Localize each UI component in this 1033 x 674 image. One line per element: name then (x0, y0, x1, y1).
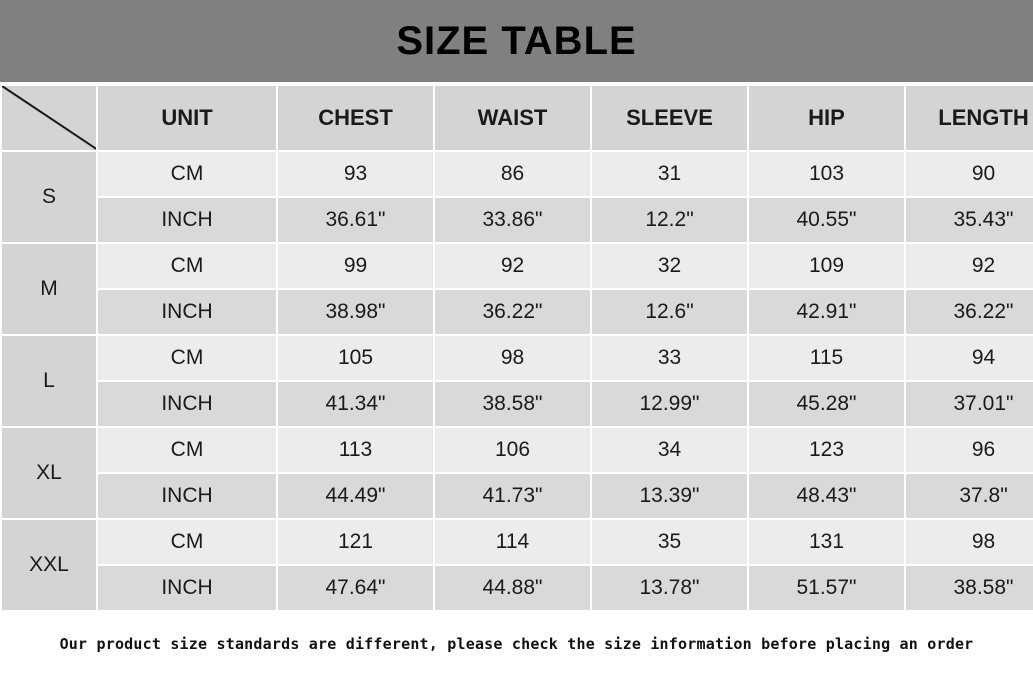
table-row (1, 473, 1033, 519)
size-label: L (1, 335, 97, 427)
cell-sleeve-cm: 31 (591, 151, 748, 197)
unit-label-inch: INCH (97, 289, 277, 335)
size-label: S (1, 151, 97, 243)
cell-length-inch: 37.01" (905, 381, 1033, 427)
cell-sleeve-inch: 12.2" (591, 197, 748, 243)
cell-hip-cm: 123 (748, 427, 905, 473)
cell-hip-inch: 45.28" (748, 381, 905, 427)
cell-waist-cm: 92 (434, 243, 591, 289)
cell-chest-cm: 121 (277, 519, 434, 565)
cell-sleeve-inch: 12.99" (591, 381, 748, 427)
cell-length-cm: 90 (905, 151, 1033, 197)
unit-label-inch: INCH (97, 473, 277, 519)
table-row (1, 197, 1033, 243)
table-row (1, 335, 1033, 381)
cell-waist-cm: 86 (434, 151, 591, 197)
column-header-waist: WAIST (434, 85, 591, 151)
unit-label-cm: CM (97, 427, 277, 473)
cell-waist-inch: 36.22" (434, 289, 591, 335)
table-row (1, 289, 1033, 335)
cell-length-cm: 96 (905, 427, 1033, 473)
unit-label-inch: INCH (97, 197, 277, 243)
cell-length-cm: 94 (905, 335, 1033, 381)
footer-note-text: Our product size standards are different, please check the size information before placing an order (59, 635, 974, 653)
cell-sleeve-cm: 34 (591, 427, 748, 473)
table-row (1, 381, 1033, 427)
size-table (0, 84, 1033, 612)
cell-chest-cm: 99 (277, 243, 434, 289)
table-row (1, 427, 1033, 473)
cell-length-cm: 98 (905, 519, 1033, 565)
table-row (1, 565, 1033, 611)
title-bar (0, 0, 1033, 84)
unit-label-cm: CM (97, 151, 277, 197)
column-header-sleeve: SLEEVE (591, 85, 748, 151)
cell-chest-inch: 44.49" (277, 473, 434, 519)
cell-waist-inch: 41.73" (434, 473, 591, 519)
unit-label-cm: CM (97, 335, 277, 381)
column-header-hip: HIP (748, 85, 905, 151)
diagonal-split-cell-icon (1, 85, 97, 151)
cell-length-inch: 35.43" (905, 197, 1033, 243)
cell-waist-cm: 114 (434, 519, 591, 565)
table-row (1, 243, 1033, 289)
table-row (1, 151, 1033, 197)
table-header-row (1, 85, 1033, 151)
cell-waist-inch: 38.58" (434, 381, 591, 427)
footer-note (0, 612, 1033, 674)
unit-label-inch: INCH (97, 565, 277, 611)
cell-waist-inch: 33.86" (434, 197, 591, 243)
column-header-chest: CHEST (277, 85, 434, 151)
cell-sleeve-inch: 12.6" (591, 289, 748, 335)
cell-chest-inch: 38.98" (277, 289, 434, 335)
unit-label-cm: CM (97, 519, 277, 565)
cell-sleeve-inch: 13.78" (591, 565, 748, 611)
cell-length-inch: 36.22" (905, 289, 1033, 335)
cell-chest-cm: 93 (277, 151, 434, 197)
cell-sleeve-cm: 33 (591, 335, 748, 381)
cell-waist-cm: 98 (434, 335, 591, 381)
cell-waist-cm: 106 (434, 427, 591, 473)
cell-length-cm: 92 (905, 243, 1033, 289)
cell-chest-inch: 36.61" (277, 197, 434, 243)
cell-sleeve-cm: 32 (591, 243, 748, 289)
cell-hip-inch: 51.57" (748, 565, 905, 611)
cell-hip-inch: 40.55" (748, 197, 905, 243)
cell-sleeve-inch: 13.39" (591, 473, 748, 519)
cell-chest-inch: 47.64" (277, 565, 434, 611)
cell-waist-inch: 44.88" (434, 565, 591, 611)
cell-chest-cm: 113 (277, 427, 434, 473)
cell-hip-cm: 131 (748, 519, 905, 565)
cell-chest-inch: 41.34" (277, 381, 434, 427)
page-title: SIZE TABLE (396, 18, 637, 63)
size-label: XL (1, 427, 97, 519)
column-header-length: LENGTH (905, 85, 1033, 151)
unit-label-cm: CM (97, 243, 277, 289)
cell-hip-inch: 48.43" (748, 473, 905, 519)
cell-length-inch: 37.8" (905, 473, 1033, 519)
table-row (1, 519, 1033, 565)
cell-sleeve-cm: 35 (591, 519, 748, 565)
cell-chest-cm: 105 (277, 335, 434, 381)
column-header-unit: UNIT (97, 85, 277, 151)
size-label: XXL (1, 519, 97, 611)
cell-hip-cm: 109 (748, 243, 905, 289)
unit-label-inch: INCH (97, 381, 277, 427)
cell-hip-inch: 42.91" (748, 289, 905, 335)
cell-length-inch: 38.58" (905, 565, 1033, 611)
cell-hip-cm: 103 (748, 151, 905, 197)
size-label: M (1, 243, 97, 335)
cell-hip-cm: 115 (748, 335, 905, 381)
